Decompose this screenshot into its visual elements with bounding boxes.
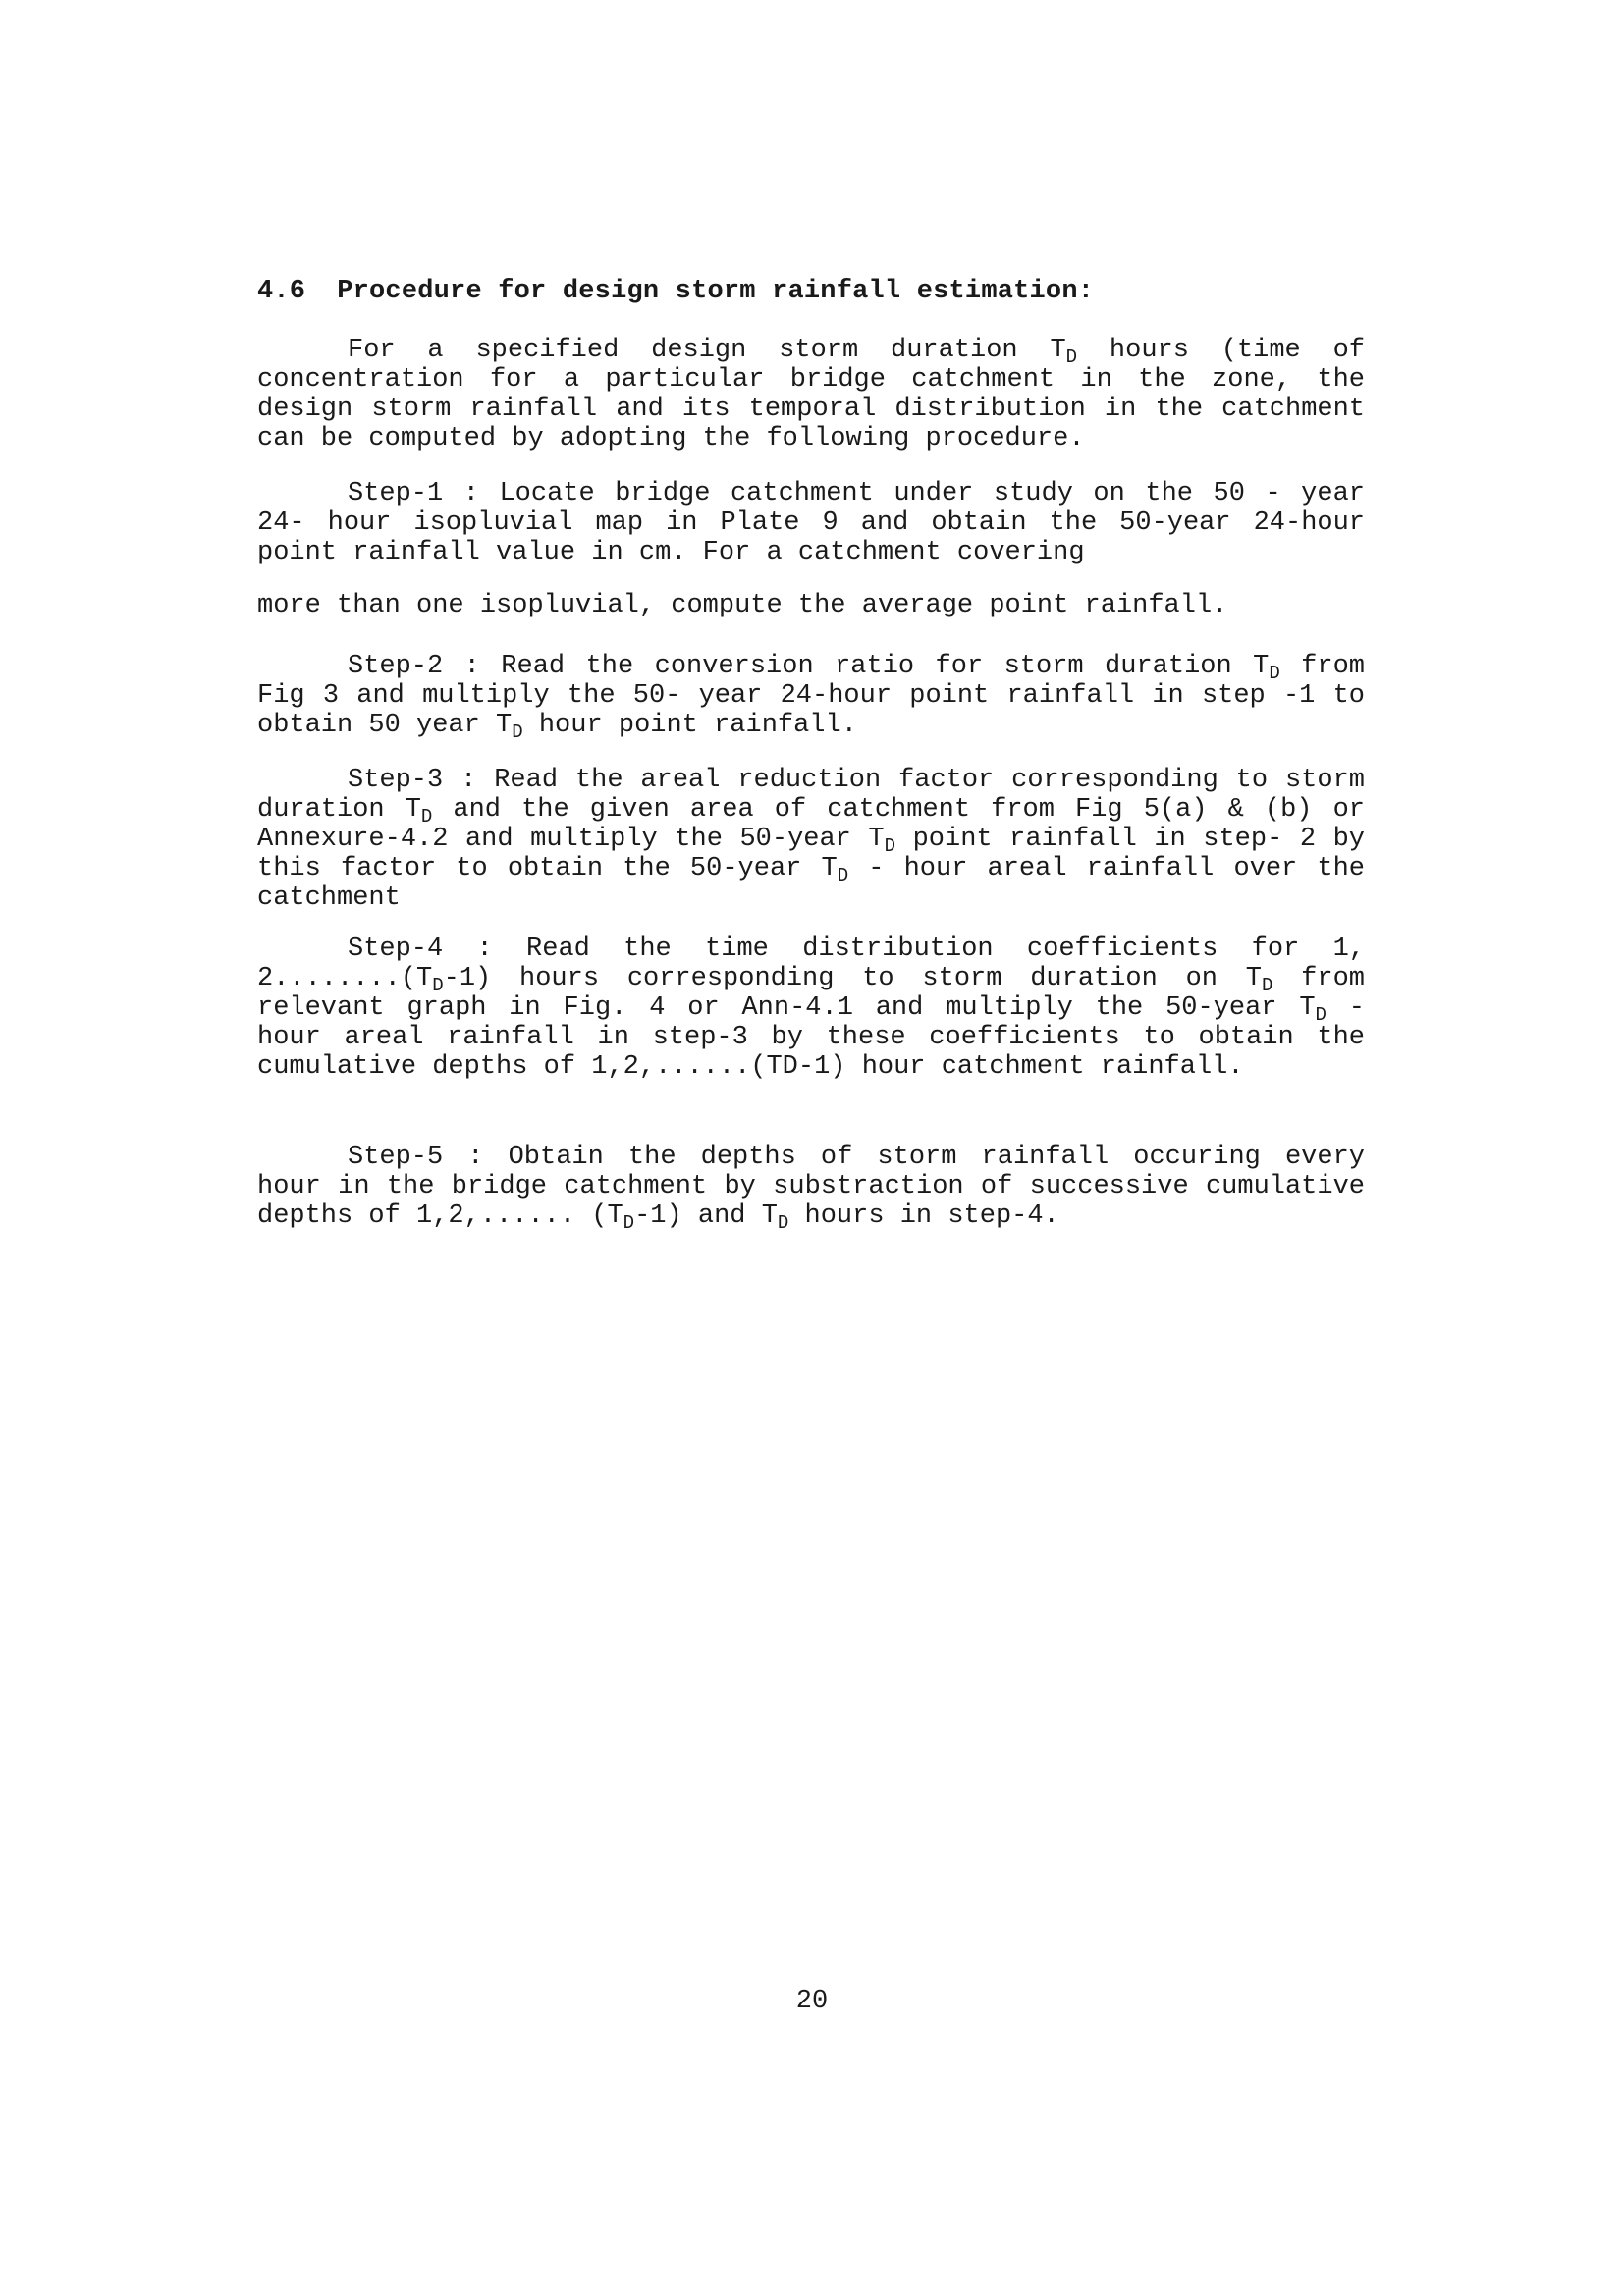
section-title: Procedure for design storm rainfall estimation: — [337, 277, 1095, 306]
step-3-text-2: and the given area of catchment from Fig 5(a) & (b) or Annexure-4.2 and multiply the 50-year T — [257, 795, 1365, 854]
step-1-paragraph — [257, 479, 1365, 567]
step-2-subscript-2: D — [512, 721, 523, 743]
step-2-subscript-1: D — [1269, 663, 1280, 684]
step-4-text-4: - hour areal rainfall in step-3 by these coefficients to obtain the cumulative depths of 1,2,......(TD-1) hour catchment rainfall. — [257, 993, 1365, 1082]
step-5-text-2: -1) and T — [634, 1201, 778, 1231]
step-3-subscript-3: D — [837, 865, 849, 886]
step-3-text-4: - hour areal rainfall over the catchment — [257, 854, 1365, 913]
step-5-paragraph — [257, 1143, 1365, 1234]
step-4-text-1: Step-4 : Read the time distribution coefficients for 1, 2........(T — [257, 934, 1365, 993]
step-1-continuation-text: more than one isopluvial, compute the average point rainfall. — [257, 591, 1228, 620]
section-heading — [257, 277, 1094, 306]
step-5-text-1: Step-5 : Obtain the depths of storm rainfall occuring every hour in the bridge catchment by substraction of successive cumulative depths of 1,2,...... (T — [257, 1143, 1365, 1231]
step-3-text-1: Step-3 : Read the areal reduction factor corresponding to storm duration T — [257, 766, 1365, 825]
step-1-text: Step-1 : Locate bridge catchment under study on the 50 - year 24- hour isopluvial map in Plate 9 and obtain the 50-year 24-hour point rainfall value in cm. For a catchment covering — [257, 479, 1365, 567]
step-2-paragraph — [257, 652, 1365, 743]
step-3-text-3: point rainfall in step- 2 by this factor to obtain the 50-year T — [257, 825, 1365, 883]
step-4-paragraph — [257, 934, 1365, 1082]
step-5-subscript-2: D — [777, 1212, 789, 1234]
step-3-paragraph — [257, 766, 1365, 913]
intro-text-2: hours (time of concentration for a particular bridge catchment in the zone, the design storm rainfall and its temporal distribution in the catchment can be computed by adopting the following procedure. — [257, 336, 1365, 454]
intro-subscript-1: D — [1065, 347, 1078, 368]
step-1-continuation — [257, 591, 1365, 620]
intro-text-1: For a specified design storm duration T — [348, 336, 1066, 365]
step-4-subscript-3: D — [1315, 1004, 1326, 1026]
step-4-text-2: -1) hours corresponding to storm duration on T — [443, 964, 1262, 993]
step-2-text-1: Step-2 : Read the conversion ratio for storm duration T — [348, 652, 1270, 681]
step-4-text-3: from relevant graph in Fig. 4 or Ann-4.1 and multiply the 50-year T — [257, 964, 1365, 1023]
section-number: 4.6 — [257, 277, 306, 306]
step-3-subscript-1: D — [420, 806, 433, 828]
step-2-text-3: hour point rainfall. — [522, 711, 857, 740]
page-number: 20 — [795, 1987, 829, 2016]
intro-paragraph — [257, 336, 1365, 454]
step-5-subscript-1: D — [623, 1212, 635, 1234]
step-4-subscript-1: D — [432, 975, 444, 996]
step-5-text-3: hours in step-4. — [788, 1201, 1059, 1231]
step-3-subscript-2: D — [884, 835, 896, 857]
step-2-text-2: from Fig 3 and multiply the 50- year 24-hour point rainfall in step -1 to obtain 50 year T — [257, 652, 1365, 740]
step-4-subscript-2: D — [1262, 975, 1273, 996]
